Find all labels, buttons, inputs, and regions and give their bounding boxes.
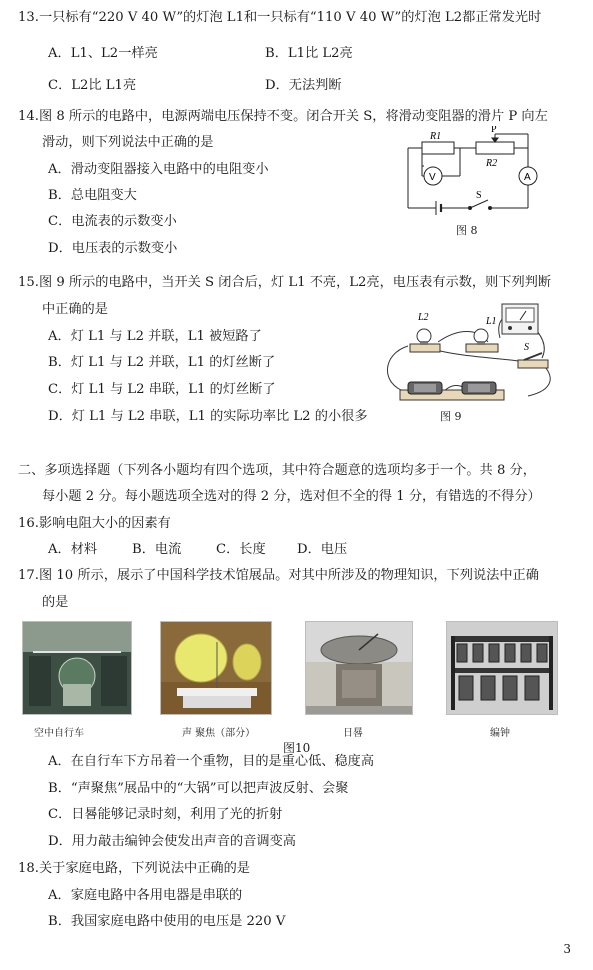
q13-option-b: B．L1比 L2亮 (265, 46, 353, 61)
q18-option-a: A．家庭电路中各用电器是串联的 (48, 888, 243, 903)
q16-stem: 16.影响电阻大小的因素有 (18, 516, 171, 531)
figure-8-circuit (400, 126, 550, 236)
page-number: 3 (563, 942, 571, 956)
q15-stem-line2: 中正确的是 (42, 302, 108, 317)
q13-option-c: C．L2比 L1亮 (48, 78, 137, 93)
q16-option-c: C．长度 (216, 542, 266, 557)
q17-stem-line2: 的是 (42, 595, 69, 610)
q17-option-d: D．用力敲击编钟会使发出声音的音调变高 (48, 834, 296, 849)
q15-option-b: B．灯 L1 与 L2 并联，L1 的灯丝断了 (48, 355, 276, 370)
q18-option-b: B．我国家庭电路中使用的电压是 220 V (48, 914, 286, 929)
q14-option-c: C．电流表的示数变小 (48, 214, 177, 229)
photo-caption-bicycle: 空中自行车 (34, 728, 84, 739)
photo-caption-chime-bells: 编钟 (490, 728, 510, 739)
figure-9-caption: 图 9 (440, 410, 462, 423)
q17-option-a: A．在自行车下方吊着一个重物，目的是重心低、稳度高 (48, 754, 375, 769)
q17-option-b: B．“声聚焦”展品中的“大锅”可以把声波反射、会聚 (48, 781, 349, 796)
q16-option-b: B．电流 (132, 542, 182, 557)
q15-option-a: A．灯 L1 与 L2 并联，L1 被短路了 (48, 329, 262, 344)
q13-option-d: D．无法判断 (265, 78, 342, 93)
q16-option-d: D．电压 (297, 542, 348, 557)
figure-10-caption: 图10 (283, 741, 311, 755)
figure-9-circuit (378, 298, 568, 416)
q17-stem-line1: 17.图 10 所示，展示了中国科学技术馆展品。对其中所涉及的物理知识，下列说法中正确 (18, 568, 539, 583)
photo-caption-sound-focus: 声 聚焦（部分） (182, 728, 256, 739)
fig9-label-l2: L2 (418, 312, 429, 323)
photo-sound-focus (160, 621, 272, 715)
q18-stem: 18.关于家庭电路，下列说法中正确的是 (18, 861, 250, 876)
photo-chime-bells (446, 621, 558, 715)
fig8-label-r2: R2 (486, 158, 498, 169)
q15-stem-line1: 15.图 9 所示的电路中，当开关 S 闭合后，灯 L1 不亮，L2亮，电压表有示数，则下列判断 (18, 275, 552, 290)
section2-line2: 每小题 2 分。每小题选项全选对的得 2 分，选对但不全的得 1 分，有错选的不得分） (42, 489, 541, 504)
fig9-label-l1: L1 (486, 316, 497, 327)
section2-line1: 二、多项选择题（下列各小题均有四个选项，其中符合题意的选项均多于一个。共 8 分， (18, 463, 536, 478)
q14-stem-line1: 14.图 8 所示的电路中，电源两端电压保持不变。闭合开关 S，将滑动变阻器的滑片 P 向左 (18, 109, 548, 124)
fig8-voltmeter-label: V (429, 172, 436, 183)
q14-stem-line2: 滑动，则下列说法中正确的是 (42, 135, 214, 150)
q16-option-a: A．材料 (48, 542, 98, 557)
photo-sky-bicycle (22, 621, 132, 715)
fig8-label-r1: R1 (430, 131, 442, 142)
q14-option-d: D．电压表的示数变小 (48, 241, 178, 256)
photo-caption-sundial: 日晷 (343, 728, 363, 739)
photo-sundial (305, 621, 413, 715)
fig8-ammeter-label: A (524, 172, 531, 183)
fig9-label-s: S (524, 342, 529, 353)
q15-option-c: C．灯 L1 与 L2 串联，L1 的灯丝断了 (48, 382, 276, 397)
q13-option-a: A．L1、L2一样亮 (48, 46, 158, 61)
q14-option-b: B．总电阻变大 (48, 188, 137, 203)
q15-option-d: D．灯 L1 与 L2 串联，L1 的实际功率比 L2 的小很多 (48, 409, 368, 424)
q13-stem: 13.一只标有“220 V 40 W”的灯泡 L1和一只标有“110 V 40 W”的灯泡 L2都正常发光时 (18, 10, 542, 25)
fig8-switch-label: S (476, 190, 482, 201)
figure-8-caption: 图 8 (456, 224, 478, 237)
q17-option-c: C．日晷能够记录时刻，利用了光的折射 (48, 807, 283, 822)
q14-option-a: A．滑动变阻器接入电路中的电阻变小 (48, 162, 269, 177)
fig8-label-p: P (491, 126, 497, 135)
